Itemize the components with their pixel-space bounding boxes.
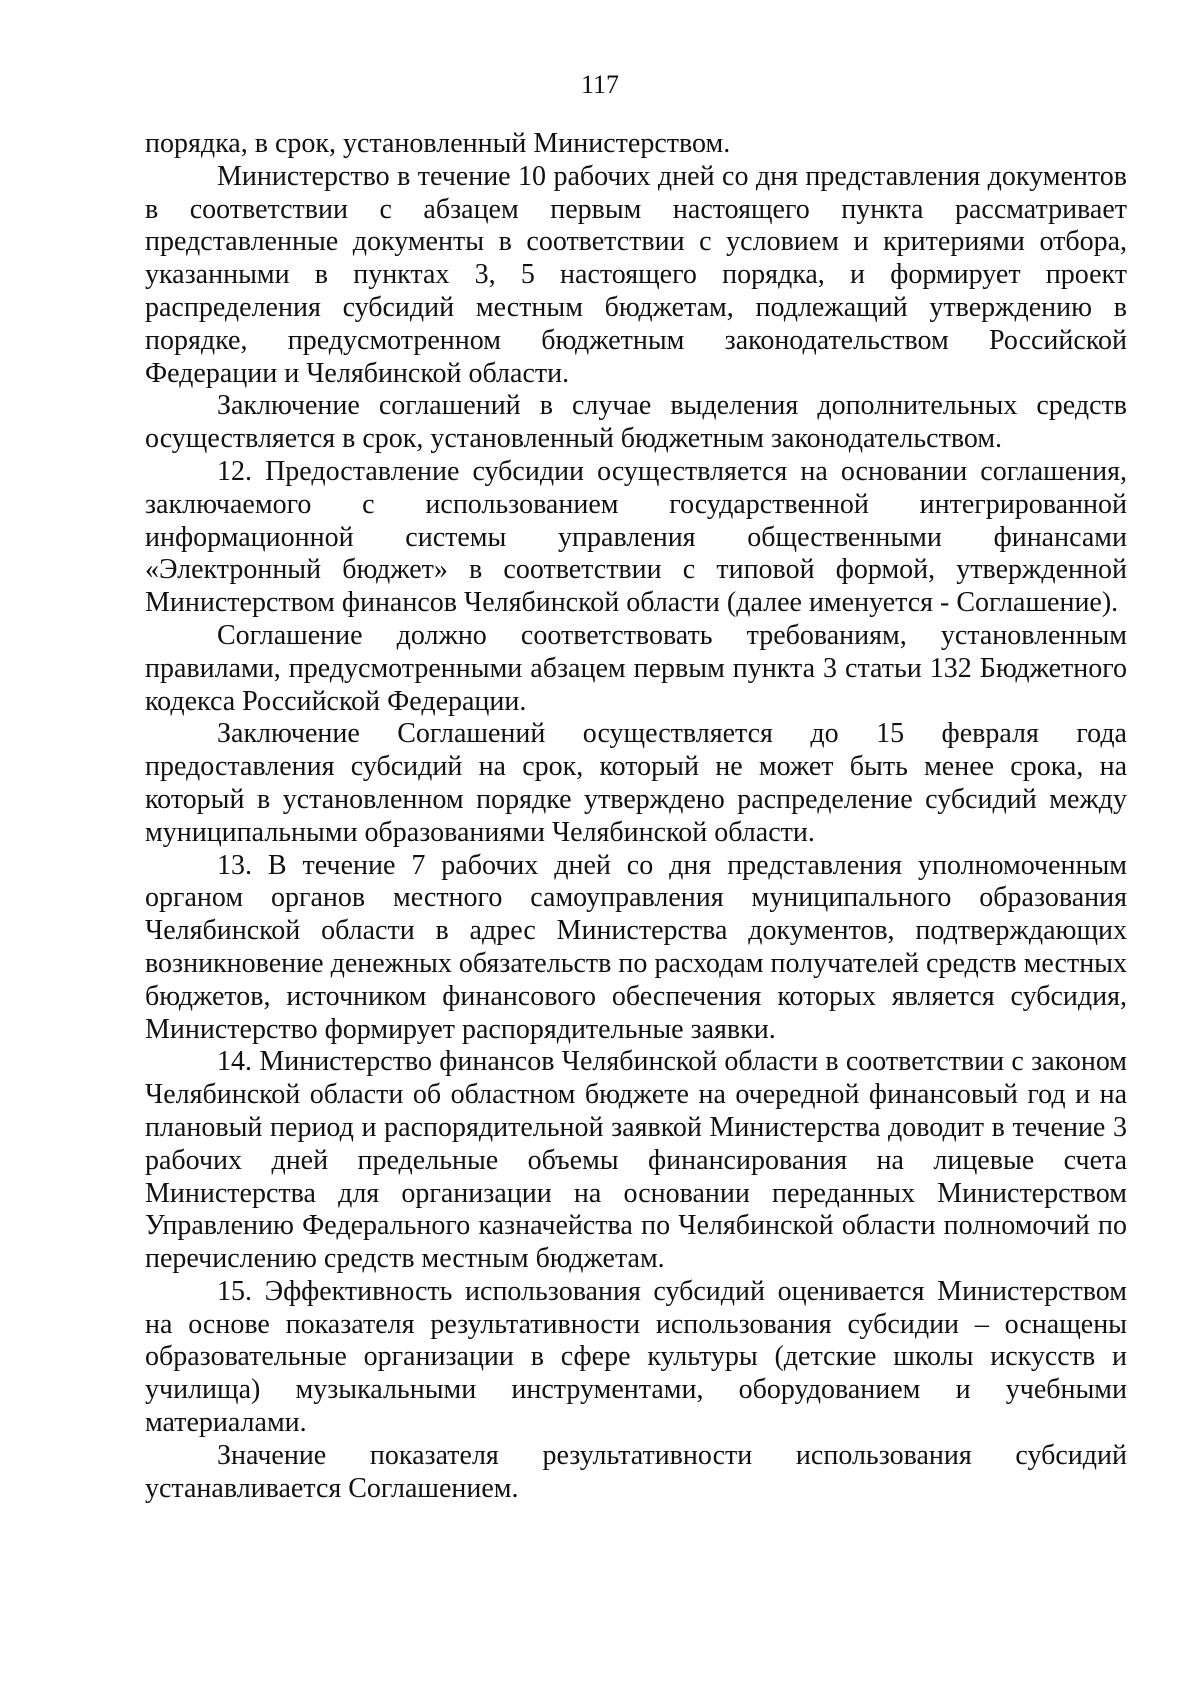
- paragraph-item-12: 12. Предоставление субсидии осуществляется на основании соглашения, заключаемого с использованием государственной интегрированной информационной системы управления общественными финансами «Электронный бюджет» в соответствии с типовой формой, утвержденной Министерством финансов Челябинской области (далее именуется - Соглашение).: [145, 455, 1127, 619]
- paragraph-continuation: порядка, в срок, установленный Министерством.: [145, 128, 731, 159]
- paragraph-ministry-review: Министерство в течение 10 рабочих дней со дня представления документов в соответствии с абзацем первым настоящего пункта рассматривает представленные документы в соответствии с условием и критериями отбора, указанными в пунктах 3, 5 настоящего порядка, и формирует проект распределения субсидий местным бюджетам, подлежащий утверждению в порядке, предусмотренном бюджетным законодательством Российской Федерации и Челябинской области.: [145, 160, 1127, 389]
- paragraph-additional-funds: Заключение соглашений в случае выделения дополнительных средств осуществляется в срок, установленный бюджетным законодательством.: [145, 390, 1127, 455]
- paragraph-agreement-deadline: Заключение Соглашений осуществляется до 15 февраля года предоставления субсидий на срок, который не может быть менее срока, на который в установленном порядке утверждено распределение субсидий между муниципальными образованиями Челябинской области.: [145, 718, 1127, 848]
- paragraph-item-14: 14. Министерство финансов Челябинской области в соответствии с законом Челябинской области об областном бюджете на очередной финансовый год и на плановый период и распорядительной заявкой Министерства доводит в течение 3 рабочих дней предельные объемы финансирования на лицевые счета Министерства для организации на основании переданных Министерством Управлению Федерального казначейства по Челябинской области полномочий по перечислению средств местным бюджетам.: [145, 1046, 1127, 1275]
- page-number: 117: [580, 70, 620, 99]
- paragraph-agreement-requirements: Соглашение должно соответствовать требованиям, установленным правилами, предусмотренными абзацем первым пункта 3 статьи 132 Бюджетного кодекса Российской Федерации.: [145, 619, 1127, 717]
- paragraph-item-13: 13. В течение 7 рабочих дней со дня представления уполномоченным органом органов местного самоуправления муниципального образования Челябинской области в адрес Министерства документов, подтверждающих возникновение денежных обязательств по расходам получателей средств местных бюджетов, источником финансового обеспечения которых является субсидия, Министерство формирует распорядительные заявки.: [145, 849, 1127, 1045]
- paragraph-item-15: 15. Эффективность использования субсидий оценивается Министерством на основе показателя результативности использования субсидии – оснащены образовательные организации в сфере культуры (детские школы искусств и училища) музыкальными инструментами, оборудованием и учебными материалами.: [145, 1275, 1127, 1439]
- paragraph-indicator-value: Значение показателя результативности использования субсидий устанавливается Соглашением.: [145, 1439, 1127, 1504]
- document-body: [145, 128, 1127, 1505]
